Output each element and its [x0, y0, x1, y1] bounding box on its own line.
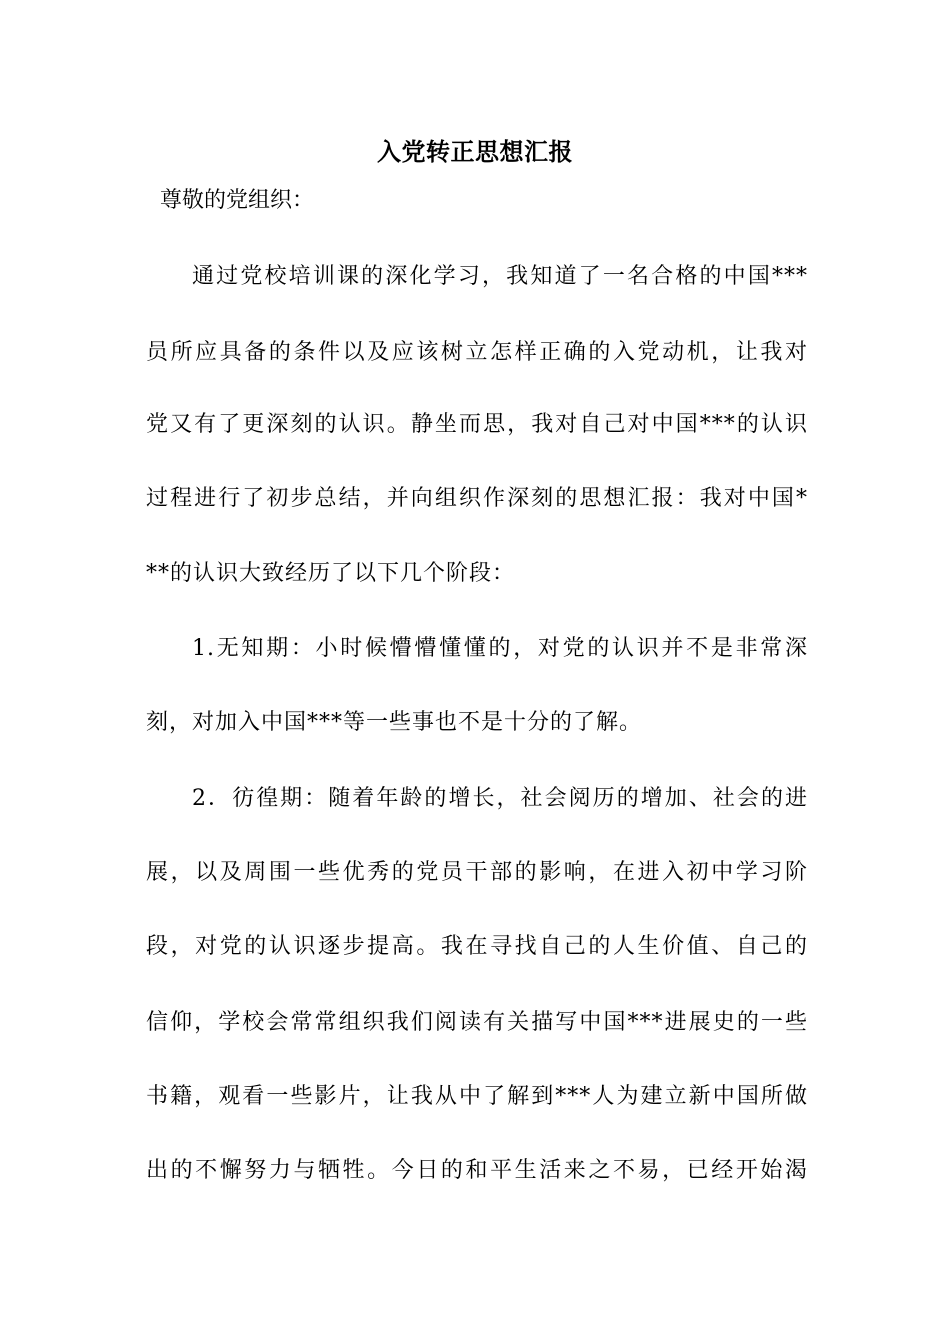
paragraph-line: **的认识大致经历了以下几个阶段：	[146, 561, 516, 586]
paragraph-line: 员所应具备的条件以及应该树立怎样正确的入党动机，让我对	[146, 340, 808, 365]
paragraph-line: 党又有了更深刻的认识。静坐而思，我对自己对中国***的认识	[146, 412, 808, 437]
salutation: 尊敬的党组织：	[160, 188, 315, 213]
paragraph-line: 通过党校培训课的深化学习，我知道了一名合格的中国***	[192, 264, 808, 289]
paragraph-line: 刻，对加入中国***等一些事也不是十分的了解。	[146, 710, 643, 735]
document-title: 入党转正思想汇报	[377, 137, 573, 166]
paragraph-line: 1.无知期：小时候懵懵懂懂的，对党的认识并不是非常深	[192, 636, 808, 661]
paragraph-line: 过程进行了初步总结，并向组织作深刻的思想汇报：我对中国*	[146, 486, 808, 511]
paragraph-line: 信仰，学校会常常组织我们阅读有关描写中国***进展史的一些	[146, 1010, 808, 1035]
paragraph-line: 2．彷徨期：随着年龄的增长，社会阅历的增加、社会的进	[192, 786, 808, 811]
paragraph-line: 书籍，观看一些影片，让我从中了解到***人为建立新中国所做	[146, 1084, 808, 1109]
paragraph-line: 出的不懈努力与牺牲。今日的和平生活来之不易，已经开始渴	[146, 1158, 808, 1183]
paragraph-line: 展，以及周围一些优秀的党员干部的影响，在进入初中学习阶	[146, 860, 808, 885]
paragraph-line: 段，对党的认识逐步提高。我在寻找自己的人生价值、自己的	[146, 934, 808, 959]
